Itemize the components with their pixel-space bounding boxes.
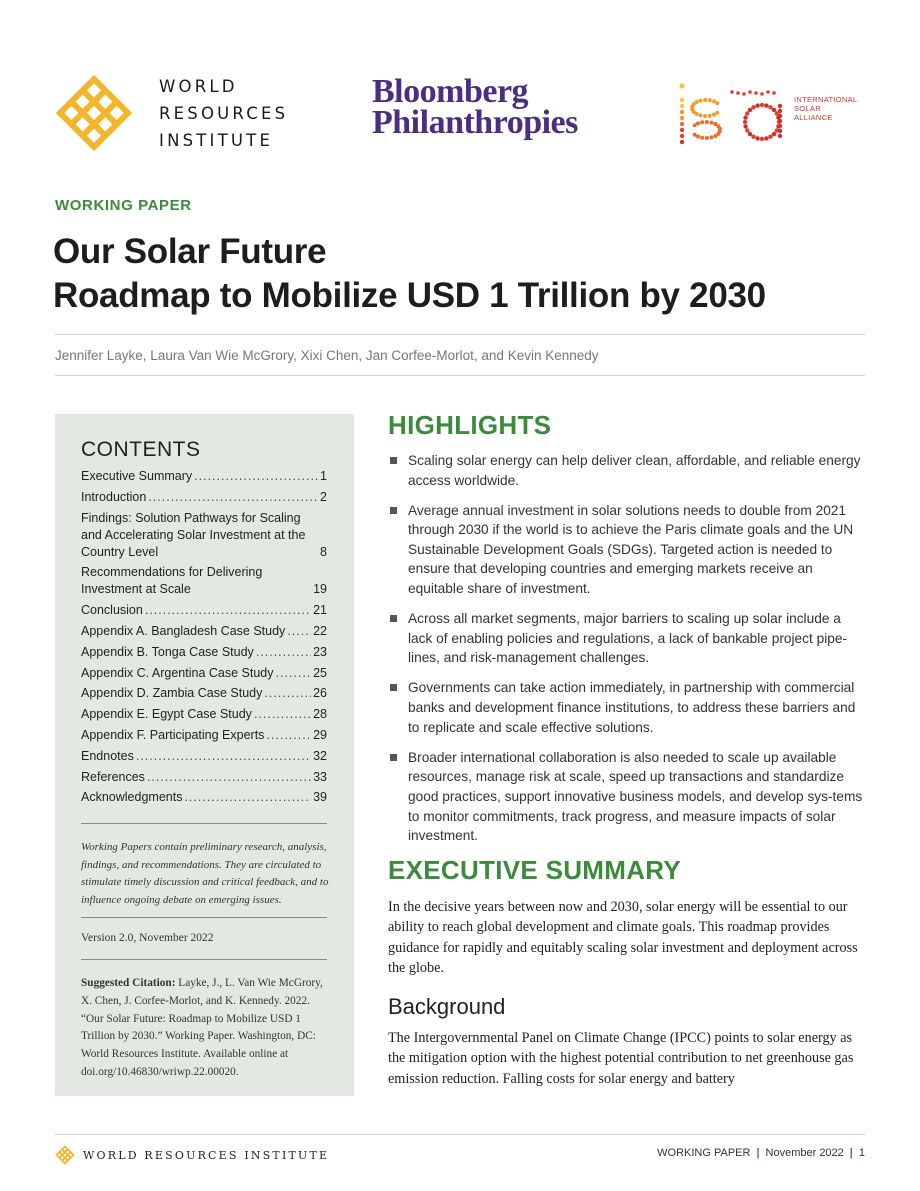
wri-logo [53, 72, 288, 154]
doc-kicker: WORKING PAPER [55, 197, 192, 214]
toc-leader [184, 789, 311, 806]
toc-entry[interactable] [81, 769, 327, 786]
toc-entry[interactable] [81, 789, 327, 806]
toc-entry[interactable] [81, 623, 327, 640]
toc-title: Acknowledgments [81, 790, 183, 805]
toc-page: 32 [313, 748, 327, 763]
footer-divider [55, 1134, 865, 1135]
toc-title: Appendix A. Bangladesh Case Study [81, 623, 286, 638]
toc-title: Introduction [81, 489, 147, 504]
toc-title: Findings: Solution Pathways for Scaling and Accelerating Solar Investment at the Country Level [81, 510, 306, 559]
toc-entry[interactable] [81, 510, 327, 561]
toc-title: Conclusion [81, 603, 143, 618]
page-number: 1 [858, 1147, 865, 1159]
contents-sidebar [55, 414, 354, 1096]
toc-leader [264, 685, 311, 702]
toc-page: 29 [313, 727, 327, 742]
toc-leader [275, 665, 311, 682]
highlight-text: Scaling solar energy can help deliver clean, affordable, and reliable energy access worldwide. [408, 453, 861, 488]
highlights-list [390, 451, 865, 856]
toc-leader [266, 727, 311, 744]
toc-page: 26 [313, 686, 327, 701]
bullet-square-icon [390, 615, 397, 622]
background-paragraph: The Intergovernmental Panel on Climate Change (IPCC) points to solar energy as the mitigation option with the highest potential contribution to net greenhouse gas emission reduction. Falling costs for solar energy and battery [388, 1030, 854, 1087]
toc-title: Appendix D. Zambia Case Study [81, 686, 263, 701]
contents-heading: CONTENTS [81, 438, 201, 461]
toc-leader [194, 468, 318, 485]
table-of-contents [81, 468, 327, 810]
toc-page: 8 [320, 544, 327, 559]
title-divider [55, 334, 865, 335]
wri-knot-icon [53, 72, 135, 154]
authors: Jennifer Layke, Laura Van Wie McGrory, Xixi Chen, Jan Corfee-Morlot, and Kevin Kennedy [55, 348, 599, 363]
highlight-text: Average annual investment in solar solutions needs to double from 2021 through 2030 if the world is to achieve the Paris climate goals and the UN Sustainable Development Goals (SDGs). Targeted action is needed to ensure that developing countries and emerging markets receive an equitable share of investment. [408, 502, 854, 597]
bullet-square-icon [390, 457, 397, 464]
toc-page: 39 [313, 790, 327, 805]
bullet-square-icon [390, 684, 397, 691]
toc-page: 19 [313, 582, 327, 597]
page-title: Our Solar Future Roadmap to Mobilize USD 1 Trillion by 2030 [53, 232, 766, 315]
toc-page: 33 [313, 769, 327, 784]
toc-leader [254, 706, 311, 723]
toc-leader [136, 748, 311, 765]
suggested-citation: Suggested Citation: Layke, J., L. Van Wie McGrory, X. Chen, J. Corfee-Morlot, and K. Kennedy. 2022. “Our Solar Future: Roadmap to Mobilize USD 1 Trillion by 2030.” Working Paper. Washington, DC: World Resources Institute. Available online at doi.org/10.46830/wriwp.22.00020. [81, 977, 323, 1078]
highlight-item [390, 501, 865, 599]
toc-page: 2 [320, 489, 327, 504]
toc-title: Endnotes [81, 748, 134, 763]
highlight-item [390, 678, 865, 737]
footer-page-info [657, 1147, 865, 1159]
background-heading: Background [388, 994, 506, 1019]
highlight-item [390, 609, 865, 668]
authors-divider [55, 375, 865, 376]
wri-knot-small-icon [55, 1145, 75, 1165]
toc-leader [145, 602, 311, 619]
highlights-heading: HIGHLIGHTS [388, 410, 552, 440]
isa-wordmark: INTERNATIONAL SOLAR ALLIANCE [794, 95, 858, 122]
toc-title: Appendix C. Argentina Case Study [81, 665, 274, 680]
toc-entry[interactable] [81, 685, 327, 702]
highlight-text: Broader international collaboration is also needed to scale up available resources, manage risk at scale, speed up transactions and standardize good practices, support innovative business models, and develop sys-tems to monitor commitments, track progress, and measure impacts of solar investment. [408, 749, 863, 844]
toc-title: Appendix E. Egypt Case Study [81, 707, 252, 722]
toc-title: References [81, 769, 145, 784]
toc-entry[interactable] [81, 564, 327, 598]
highlight-text: Across all market segments, major barriers to scaling up solar include a lack of enabling policies and regulations, a lack of bankable project pipe-lines, and risk-management challenges. [408, 611, 848, 666]
working-paper-note: Working Papers contain preliminary research, analysis, findings, and recommendations. They are circulated to stimulate timely discussion and critical feedback, and to influence ongoing debate on emerging issues. [81, 841, 329, 906]
toc-page: 22 [313, 623, 327, 638]
sidebar-divider [81, 917, 327, 918]
toc-entry[interactable] [81, 468, 327, 485]
executive-summary-heading: EXECUTIVE SUMMARY [388, 855, 682, 885]
highlight-text: Governments can take action immediately, in partnership with commercial banks and development finance institutions, to address these barriers and to replicate and scale effective solutions. [408, 680, 856, 735]
sidebar-divider [81, 959, 327, 960]
executive-summary-paragraph: In the decisive years between now and 2030, solar energy will be essential to our ability to reach global development and climate goals. This roadmap provides guidance for rapidly and equitably scaling solar investment and deployment across the globe. [388, 899, 858, 976]
toc-page: 28 [313, 707, 327, 722]
version: Version 2.0, November 2022 [81, 932, 214, 944]
toc-entry[interactable] [81, 644, 327, 661]
toc-page: 21 [313, 603, 327, 618]
toc-page: 23 [313, 644, 327, 659]
footer-separator: | [756, 1147, 760, 1159]
toc-leader [148, 489, 318, 506]
toc-entry[interactable] [81, 489, 327, 506]
wri-wordmark: WORLD RESOURCES INSTITUTE [159, 76, 289, 150]
toc-page: 25 [313, 665, 327, 680]
toc-entry[interactable] [81, 706, 327, 723]
sidebar-divider [81, 823, 327, 824]
toc-entry[interactable] [81, 665, 327, 682]
footer-separator: | [849, 1147, 853, 1159]
highlight-item [390, 451, 865, 490]
bullet-square-icon [390, 754, 397, 761]
toc-leader [287, 623, 311, 640]
toc-title: Appendix B. Tonga Case Study [81, 644, 254, 659]
isa-logo [672, 78, 872, 150]
toc-page: 1 [320, 469, 327, 483]
footer-date: November 2022 [765, 1147, 844, 1159]
toc-entry[interactable] [81, 727, 327, 744]
toc-leader [256, 644, 311, 661]
toc-title: Appendix F. Participating Experts [81, 727, 265, 742]
toc-entry[interactable] [81, 748, 327, 765]
toc-title: Recommendations for Delivering Investment at Scale [81, 565, 263, 597]
footer-label: WORKING PAPER [657, 1147, 751, 1159]
toc-entry[interactable] [81, 602, 327, 619]
footer-org [55, 1145, 329, 1165]
isa-dots-icon [672, 78, 792, 150]
bloomberg-philanthropies-logo: Bloomberg Philanthropies [372, 73, 578, 141]
footer-org-name: WORLD RESOURCES INSTITUTE [83, 1148, 330, 1162]
highlight-item [390, 748, 865, 846]
toc-title: Executive Summary [81, 469, 193, 483]
toc-leader [147, 769, 311, 786]
bullet-square-icon [390, 507, 397, 514]
